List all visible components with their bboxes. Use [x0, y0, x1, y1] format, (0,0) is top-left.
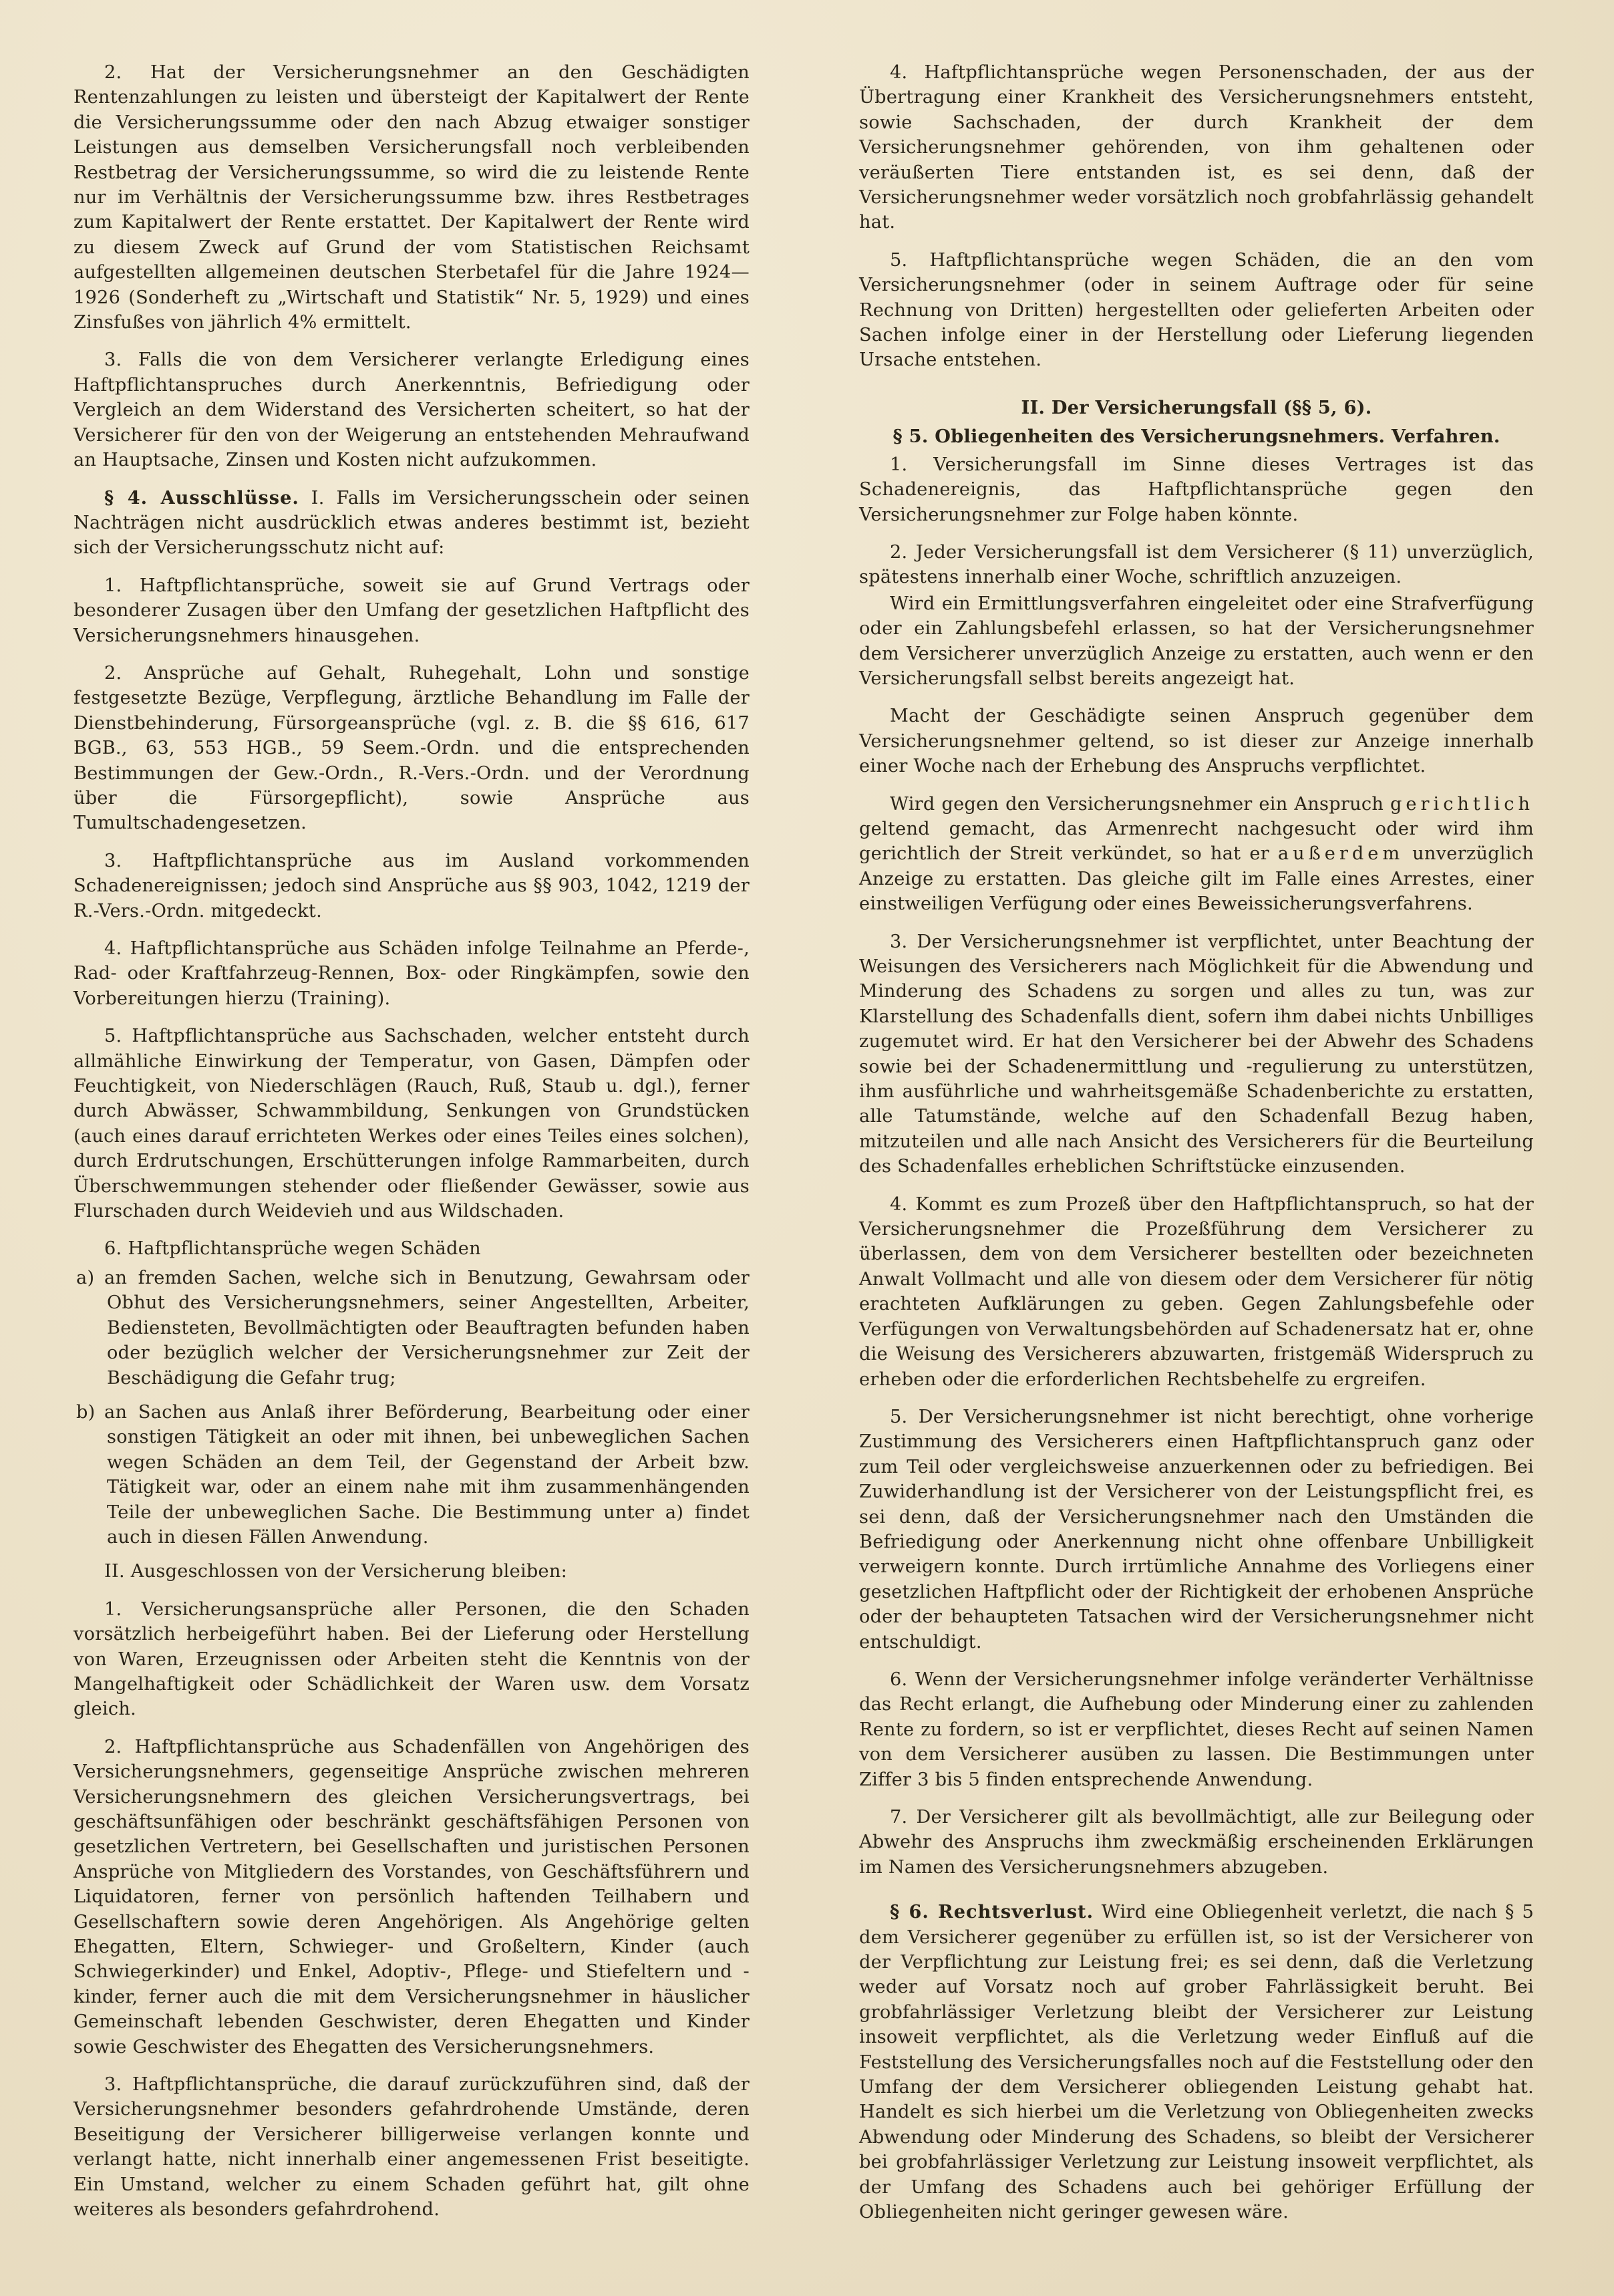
exclusion-ii-item-2: 2. Haftpflichtansprüche aus Schadenfällen von Angehörigen des Versicherungsnehmers, gegenseitige Ansprüche zwischen mehreren Versicherungsnehmern des gleichen Versicherungsvertrags, bei geschäftsunfähigen oder beschränkt geschäftsfähigen Personen von gesetzlichen Vertretern, bei Gesellschaften und juristischen Personen Ansprüche von Mitgliedern des Vorstandes, von Geschäftsführern und Liquidatoren, ferner von persönlich haftenden Teilhabern und Gesellschaftern sowie deren Angehörigen. Als Angehörige gelten Ehegatten, Eltern, Schwieger- und Großeltern, Kinder (auch Schwiegerkinder) und Enkel, Adoptiv-, Pflege- und Stiefeltern und -kinder, ferner auch die mit dem Versicherungsnehmer in häuslicher Gemeinschaft lebenden Geschwister, deren Ehegatten und Kinder sowie Geschwister des Ehegatten des Versicherungsnehmers.	[73, 1736, 750, 2057]
section-5-item-6: 6. Wenn der Versicherungsnehmer infolge veränderter Verhältnisse das Recht erlangt, die Aufhebung oder Minderung einer zu zahlenden Rente zu fordern, so ist er verpflichtet, dieses Recht auf seinen Namen von dem Versicherer ausüben zu lassen. Die Bestimmungen unter Ziffer 3 bis 5 finden entsprechende Anwendung.	[859, 1669, 1534, 1790]
section-5-item-2b: Wird ein Ermittlungsverfahren eingeleitet oder eine Strafverfügung oder ein Zahlungsbefehl erlassen, so hat der Versicherungsnehmer dem Versicherer unverzüglich Anzeige zu erstatten, auch wenn er den Versicherungsfall selbst bereits angezeigt hat.	[859, 593, 1534, 689]
text-run: geltend gemacht, das Armenrecht nachgesucht oder wird ihm gerichtlich der Streit verkündet, so hat er	[859, 818, 1534, 865]
exclusion-item-6b-text: an Sachen aus Anlaß ihrer Beförderung, Bearbeitung oder einer sonstigen Tätigkeit an oder mit ihnen, bei unbeweglichen Sachen wegen Schäden an dem Teil, der Gegenstand der Arbeit bzw. Tätigkeit war, oder an einem nahe mit ihm zusammenhängenden Teile der unbeweglichen Sache. Die Bestimmung unter a) findet auch in diesen Fällen Anwendung.	[104, 1401, 750, 1548]
exclusion-item-6a-text: an fremden Sachen, welche sich in Benutzung, Gewahrsam oder Obhut des Versicherungsnehmers, seiner Angestellten, Arbeiter, Bediensteten, Bevollmächtigten oder Beauftragten befunden haben oder bezüglich welcher der Versicherungsnehmer zur Zeit der Beschädigung die Gefahr trug;	[104, 1267, 750, 1389]
paragraph-settlement-refusal: 3. Falls die von dem Versicherer verlangte Erledigung eines Haftpflichtanspruches durch Anerkenntnis, Befriedigung oder Vergleich an dem Widerstand des Versicherten scheitert, so hat der Versicherer für den von der Weigerung an entstehenden Mehraufwand an Hauptsache, Zinsen und Kosten nicht aufzukommen.	[73, 349, 750, 471]
part-ii-heading: II. Der Versicherungsfall (§§ 5, 6).	[1021, 396, 1372, 418]
section-4-title: § 4. Ausschlüsse.	[104, 486, 299, 509]
left-column	[73, 60, 750, 2238]
list-marker: a)	[76, 1267, 95, 1288]
exclusion-ii-item-3: 3. Haftpflichtansprüche, die darauf zurückzuführen sind, daß der Versicherungsnehmer besonders gefahrdrohende Umstände, deren Beseitigung der Versicherer billigerweise verlangen konnte und verlangt hatte, nicht innerhalb einer angemessenen Frist beseitigte. Ein Umstand, welcher zu einem Schaden geführt hat, gilt ohne weiteres als besonders gefahrdrohend.	[73, 2074, 750, 2220]
exclusion-ii-item-1: 1. Versicherungsansprüche aller Personen, die den Schaden vorsätzlich herbeigeführt haben. Bei der Lieferung oder Herstellung von Waren, Erzeugnissen oder Arbeiten steht die Kenntnis von der Mangelhaftigkeit oder Schädlichkeit der Waren usw. dem Vorsatz gleich.	[73, 1598, 750, 1720]
exclusion-item-2: 2. Ansprüche auf Gehalt, Ruhegehalt, Lohn und sonstige festgesetzte Bezüge, Verpflegung, ärztliche Behandlung im Falle der Dienstbehinderung, Fürsorgeansprüche (vgl. z. B. die §§ 616, 617 BGB., 63, 553 HGB., 59 Seem.-Ordn. und die entsprechenden Bestimmungen der Gew.-Ordn., R.-Vers.-Ordn. und der Verordnung über die Fürsorgepflicht), sowie Ansprüche aus Tumultschadengesetzen.	[73, 662, 750, 834]
section-6-paragraph	[859, 1900, 1534, 2225]
exclusion-part-ii-heading: II. Ausgeschlossen von der Versicherung bleiben:	[104, 1561, 568, 1582]
section-6-title: § 6. Rechtsverlust.	[890, 1901, 1094, 1923]
section-5-item-1: 1. Versicherungsfall im Sinne dieses Vertrages ist das Schadenereignis, das Haftpflichtansprüche gegen den Versicherungsnehmer zur Folge haben könnte.	[859, 454, 1534, 525]
section-5-item-5: 5. Der Versicherungsnehmer ist nicht berechtigt, ohne vorherige Zustimmung des Versicherers einen Haftpflichtanspruch ganz oder zum Teil oder vergleichsweise anzuerkennen oder zu befriedigen. Bei Zuwiderhandlung ist der Versicherer von der Leistungspflicht frei, es sei denn, daß der Versicherungsnehmer nach den Umständen die Befriedigung oder Anerkennung nicht ohne offenbare Unbilligkeit verweigern konnte. Durch irrtümliche Annahme des Vorliegens einer gesetzlichen Haftpflicht oder der Richtigkeit der erhobenen Ansprüche oder der behaupteten Tatsachen wird der Versicherungsnehmer nicht entschuldigt.	[859, 1406, 1534, 1653]
section-5-item-7: 7. Der Versicherer gilt als bevollmächtigt, alle zur Beilegung oder Abwehr des Anspruchs ihm zweckmäßig erscheinenden Erklärungen im Namen des Versicherungsnehmers abzugeben.	[859, 1807, 1534, 1878]
right-column	[859, 60, 1534, 2238]
text-run: unverzüglich Anzeige zu erstatten. Das gleiche gilt im Falle eines Arrestes, einer einstweiligen Verfügung oder eines Beweissicherungsverfahrens.	[859, 843, 1534, 915]
section-4-intro	[73, 486, 750, 561]
text-run: Wird gegen den Versicherungsnehmer ein Anspruch	[890, 793, 1391, 815]
exclusion-item-6a	[73, 1266, 750, 1391]
emphasis-gerichtlich: gerichtlich	[1390, 793, 1534, 815]
section-4-intro-text: I. Falls im Versicherungsschein oder seinen Nachträgen nicht ausdrücklich etwas anderes bestimmt ist, bezieht sich der Versicherungsschutz nicht auf:	[73, 487, 750, 559]
section-5-item-3: 3. Der Versicherungsnehmer ist verpflichtet, unter Beachtung der Weisungen des Versicherers nach Möglichkeit für die Abwendung und Minderung des Schadens zu sorgen und alles zu tun, was zur Klarstellung des Schadenfalls dient, sofern ihm dabei nichts Unbilliges zugemutet wird. Er hat den Versicherer bei der Abwehr des Schadens sowie bei der Schadenermittlung und -regulierung zu unterstützen, ihm ausführliche und wahrheitsgemäße Schadenberichte zu erstatten, alle Tatumstände, welche auf den Schadenfall Bezug haben, mitzuteilen und alle nach Ansicht des Versicherers für die Beurteilung des Schadenfalles erheblichen Schriftstücke einzusenden.	[859, 931, 1534, 1177]
exclusion-item-6: 6. Haftpflichtansprüche wegen Schäden	[104, 1238, 481, 1260]
list-marker: b)	[76, 1401, 96, 1423]
exclusion-ii-item-5: 5. Haftpflichtansprüche wegen Schäden, die an den vom Versicherungsnehmer (oder in seinem Auftrage oder für seine Rechnung von Dritten) hergestellten oder gelieferten Arbeiten oder Sachen infolge einer in der Herstellung oder Lieferung liegenden Ursache entstehen.	[859, 249, 1534, 371]
exclusion-item-1: 1. Haftpflichtansprüche, soweit sie auf Grund Vertrags oder besonderer Zusagen über den Umfang der gesetzlichen Haftpflicht des Versicherungsnehmers hinausgehen.	[73, 575, 750, 646]
exclusion-item-5: 5. Haftpflichtansprüche aus Sachschaden, welcher entsteht durch allmähliche Einwirkung der Temperatur, von Gasen, Dämpfen oder Feuchtigkeit, von Niederschlägen (Rauch, Ruß, Staub u. dgl.), ferner durch Abwässer, Schwammbildung, Senkungen von Grundstücken (auch eines darauf errichteten Werkes oder eines Teiles eines solchen), durch Erdrutschungen, Erschütterungen infolge Rammarbeiten, durch Überschwemmungen stehender oder fließender Gewässer, sowie aus Flurschaden durch Weidevieh und aus Wildschaden.	[73, 1026, 750, 1222]
section-5-item-2d	[859, 792, 1534, 917]
section-5-heading: § 5. Obliegenheiten des Versicherungsnehmers. Verfahren.	[893, 426, 1500, 448]
exclusion-item-6b	[73, 1400, 750, 1550]
two-column-body	[73, 60, 1534, 2238]
section-6-text: Wird eine Obliegenheit verletzt, die nach § 5 dem Versicherer gegenüber zu erfüllen ist, so ist der Versicherer von der Verpflichtung zur Leistung frei; es sei denn, daß die Verletzung weder auf Vorsatz noch auf grober Fahrlässigkeit beruht. Bei grobfahrlässiger Verletzung bleibt der Versicherer zur Leistung insoweit verpflichtet, als die Verletzung weder Einfluß auf die Feststellung des Versicherungsfalles noch auf die Feststellung oder den Umfang der dem Versicherer obliegenden Leistung gehabt hat. Handelt es sich hierbei um die Verletzung von Obliegenheiten zwecks Abwendung oder Minderung des Schadens, so bleibt der Versicherer bei grobfahrlässiger Verletzung zur Leistung insoweit verpflichtet, als der Umfang des Schadens auch bei gehöriger Erfüllung der Obliegenheiten nicht geringer gewesen wäre.	[859, 1902, 1535, 2223]
exclusion-item-3: 3. Haftpflichtansprüche aus im Ausland vorkommenden Schadenereignissen; jedoch sind Ansprüche aus §§ 903, 1042, 1219 der R.-Vers.-Ordn. mitgedeckt.	[73, 850, 750, 921]
emphasis-ausserdem: außerdem	[1277, 843, 1404, 865]
paragraph-rent-payments: 2. Hat der Versicherungsnehmer an den Geschädigten Rentenzahlungen zu leisten und übersteigt der Kapitalwert der Rente die Versicherungssumme oder den nach Abzug etwaiger sonstiger Leistungen aus demselben Versicherungsfall noch verbleibenden Restbetrag der Versicherungssumme, so wird die zu leistende Rente nur im Verhältnis der Versicherungssumme bzw. ihres Restbetrages zum Kapitalwert der Rente erstattet. Der Kapitalwert der Rente wird zu diesem Zweck auf Grund der vom Statistischen Reichsamt aufgestellten allgemeinen deutschen Sterbetafel für die Jahre 1924—1926 (Sonderheft zu „Wirtschaft und Statistik“ Nr. 5, 1929) und eines Zinsfußes von jährlich 4% ermittelt.	[73, 62, 750, 333]
section-5-item-2: 2. Jeder Versicherungsfall ist dem Versicherer (§ 11) unverzüglich, spätestens innerhalb einer Woche, schriftlich anzuzeigen.	[859, 541, 1534, 588]
exclusion-item-4: 4. Haftpflichtansprüche aus Schäden infolge Teilnahme an Pferde-, Rad- oder Kraftfahrzeug-Rennen, Box- oder Ringkämpfen, sowie den Vorbereitungen hierzu (Training).	[73, 938, 750, 1009]
section-5-item-4: 4. Kommt es zum Prozeß über den Haftpflichtanspruch, so hat der Versicherungsnehmer die Prozeßführung dem Versicherer zu überlassen, dem von dem Versicherer bestellten oder bezeichneten Anwalt Vollmacht und alle von diesem oder dem Versicherer für nötig erachteten Aufklärungen zu geben. Gegen Zahlungsbefehle oder Verfügungen von Verwaltungsbehörden auf Schadenersatz hat er, ohne die Weisung des Versicherers abzuwarten, fristgemäß Widerspruch zu erheben oder die erforderlichen Rechtsbehelfe zu ergreifen.	[859, 1193, 1534, 1390]
section-5-item-2c: Macht der Geschädigte seinen Anspruch gegenüber dem Versicherungsnehmer geltend, so ist dieser zur Anzeige innerhalb einer Woche nach der Erhebung des Anspruchs verpflichtet.	[859, 706, 1534, 777]
exclusion-ii-item-4: 4. Haftpflichtansprüche wegen Personenschaden, der aus der Übertragung einer Krankheit des Versicherungsnehmers entsteht, sowie Sachschaden, der durch Krankheit der dem Versicherungsnehmer gehörenden, von ihm gehaltenen oder veräußerten Tiere entstanden ist, es sei denn, daß der Versicherungsnehmer weder vorsätzlich noch grobfahrlässig gehandelt hat.	[859, 62, 1534, 233]
